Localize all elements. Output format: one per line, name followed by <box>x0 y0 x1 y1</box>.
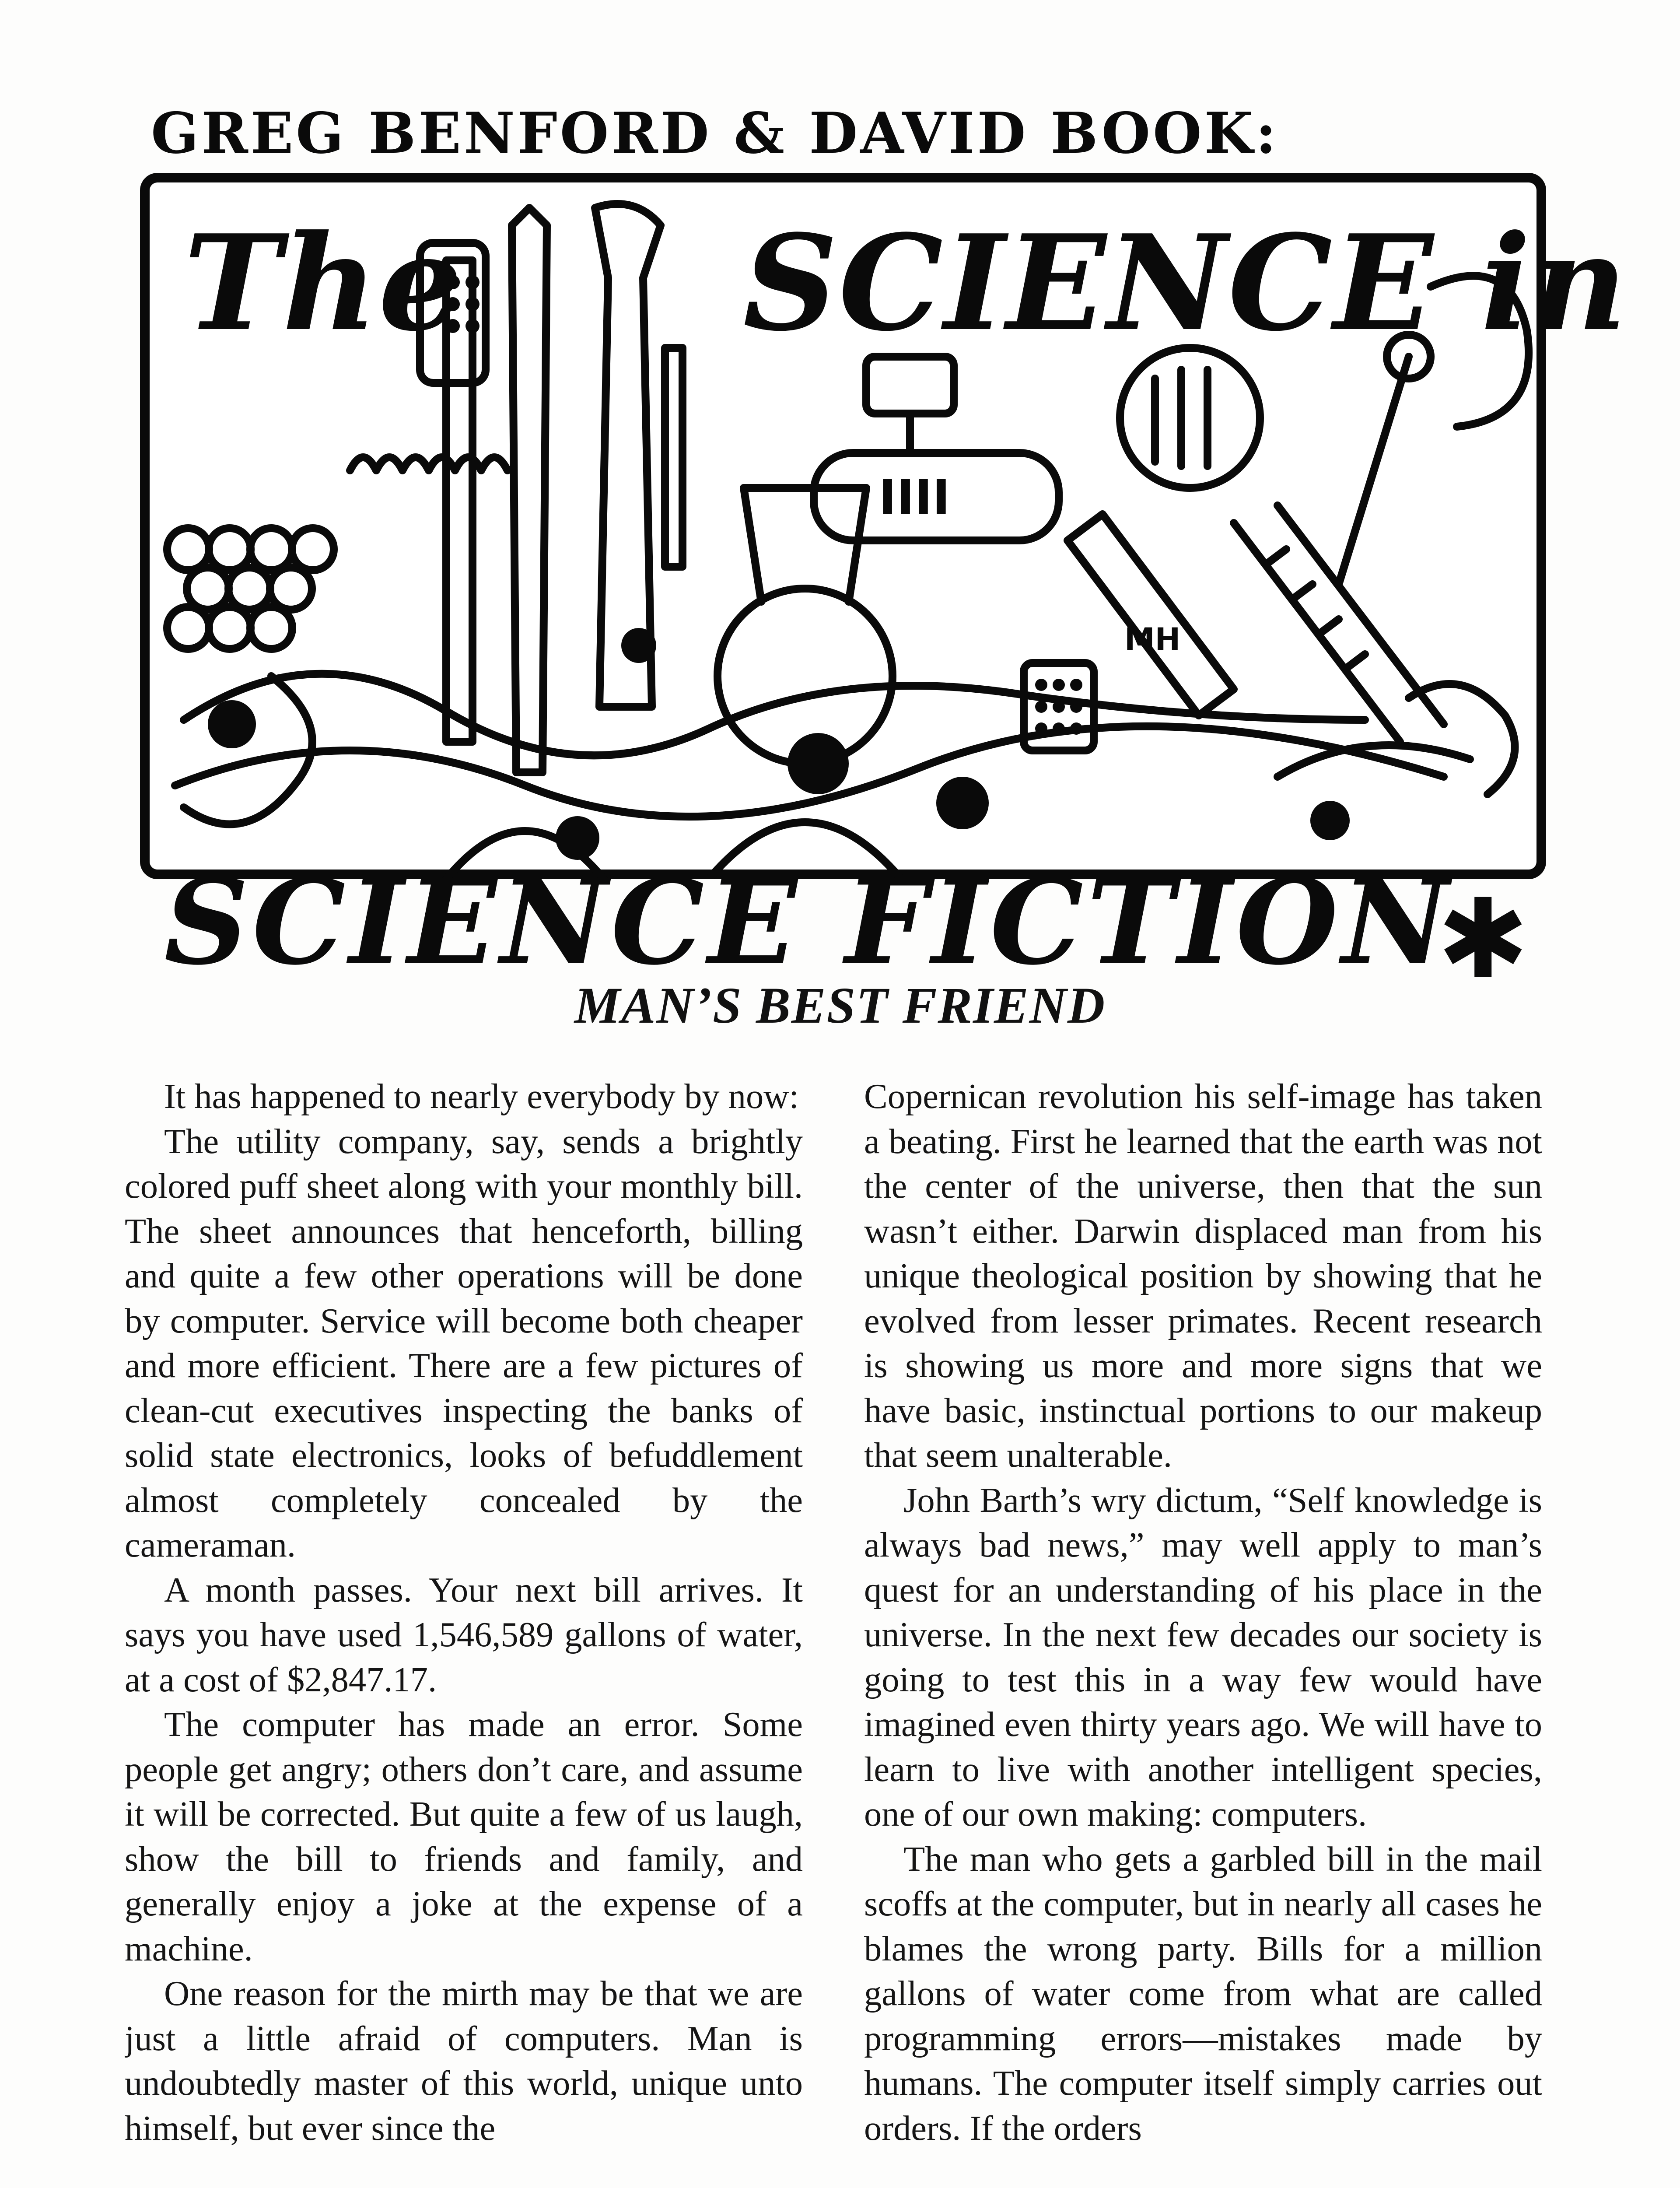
asterisk-icon: ✱ <box>1437 875 1529 1003</box>
article-subtitle: MAN’S BEST FRIEND <box>574 977 1106 1034</box>
art-title <box>184 206 1628 360</box>
bubble-cluster <box>167 528 334 649</box>
spring-coil <box>350 457 508 470</box>
paragraph: The man who gets a garbled bill in the mail scoffs at the computer, but in nearly all cases he blames the wrong party. Bills for a million gallons of water come from what are called programming errors—mistakes made by humans. The computer itself simply carries out orders. If the orders <box>864 1839 1542 2148</box>
paragraph: One reason for the mirth may be that we are just a little afraid of computers. Man is undoubtedly master of this world, unique unto himself, but ever since the <box>125 1974 803 2148</box>
author-byline: GREG BENFORD & DAVID BOOK: <box>151 101 1279 166</box>
paragraph: A month passes. Your next bill arrives. It says you have used 1,546,589 gallons of water, at a cost of $2,847.17. <box>125 1570 803 1699</box>
paragraph: The utility company, say, sends a brightly colored puff sheet along with your monthly bill. The sheet announces that henceforth, billing and quite a few other operations will be done by computer. Service will become both cheaper and more efficient. There are a few pictures of clean-cut executives inspecting the banks of solid state electronics, looks of befuddlement almost completely concealed by the cameraman. <box>125 1122 803 1564</box>
lcd-marks: IIII <box>878 470 950 526</box>
paragraph: The computer has made an error. Some people get angry; others don’t care, and assume it will be corrected. But quite a few of us laugh, show the bill to friends and family, and generally enjoy a joke at the expense of a machine. <box>125 1705 803 1968</box>
paragraph: It has happened to nearly everybody by now: <box>164 1077 799 1116</box>
paragraph: Copernican revolution his self-image has taken a beating. First he learned that the earth was not the center of the universe, then that the sun wasn’t either. Darwin displaced man from his unique theological position by showing that he evolved from lesser primates. Recent research is showing us more and more signs that we have basic, instinctual portions to our makeup that seem unalterable. <box>864 1077 1542 1475</box>
art-title-left: The <box>184 206 463 360</box>
mh-label: MH <box>1124 621 1181 657</box>
left-text-column <box>125 1074 803 2188</box>
paragraph: John Barth’s wry dictum, “Self knowledge is always bad news,” may well apply to man’s quest for an understanding of his place in the universe. In the next few decades our society is going to test this in a way few would have imagined even thirty years ago. We will have to learn to live with another intelligent species, one of our own making: computers. <box>864 1480 1542 1834</box>
art-title-right: SCIENCE in <box>743 206 1628 360</box>
right-text-column <box>864 1074 1542 2188</box>
headline: SCIENCE FICTION <box>164 853 1452 991</box>
